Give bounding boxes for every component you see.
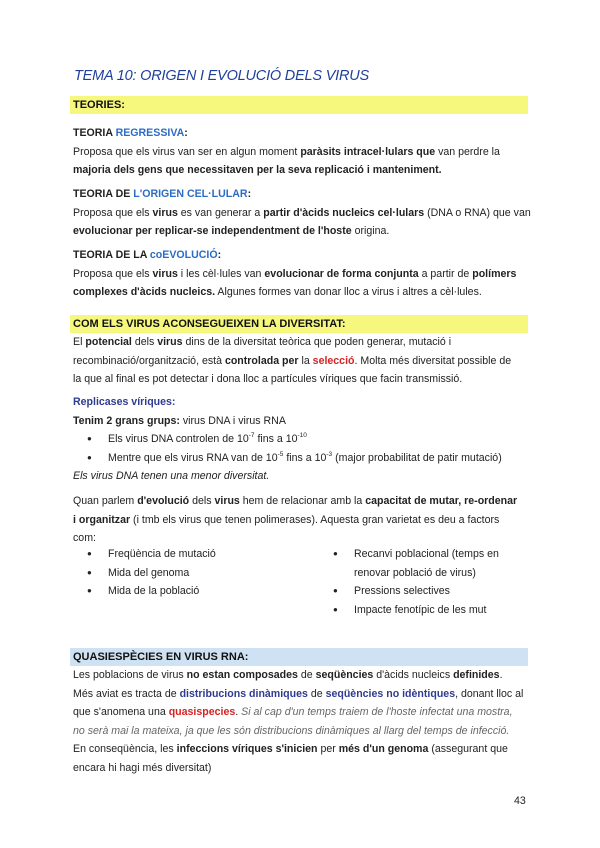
paragraph-line bbox=[73, 511, 533, 530]
text-run: complexes d'àcids nucleics. bbox=[73, 286, 216, 298]
paragraph-line bbox=[73, 740, 533, 759]
text-run: de bbox=[307, 687, 326, 700]
text-run: es van generar a bbox=[177, 206, 264, 219]
teoria-label: TEORIA REGRESSIVA: bbox=[73, 127, 188, 139]
paragraph-line bbox=[73, 412, 533, 431]
paragraph-line bbox=[73, 703, 533, 722]
text-run: Les poblacions de virus bbox=[73, 669, 187, 681]
text-run: seqüències bbox=[315, 669, 374, 681]
list-item: ● Recanvi poblacional (temps en renovar població de virus) bbox=[319, 545, 524, 582]
text-run: virus bbox=[152, 267, 178, 280]
text-run: . Molta més diversitat possible de bbox=[354, 354, 512, 367]
paragraph-line bbox=[73, 685, 533, 704]
text-run: (DNA o RNA) que van bbox=[424, 206, 531, 219]
text-run: a partir de bbox=[418, 267, 473, 280]
text-run: distribucions dinàmiques bbox=[179, 687, 308, 700]
paragraph-line bbox=[73, 370, 533, 389]
paragraph-line bbox=[73, 265, 533, 284]
text-run: evolucionar per replicar-se independentment de l'hoste bbox=[73, 225, 352, 237]
text-run: potencial bbox=[85, 336, 132, 348]
text-run: (i tmb els virus que tenen polimerases). Aquesta gran varietat es deu a factors bbox=[130, 513, 500, 526]
text-run: que necessitaven per la seva replicació i manteniment. bbox=[162, 164, 442, 176]
paragraph-line bbox=[73, 759, 533, 778]
text-run: no estan composades bbox=[186, 669, 298, 681]
paragraph-line bbox=[73, 722, 533, 741]
section-header-quasiespecies: QUASIESPÈCIES EN VIRUS RNA: bbox=[70, 648, 528, 666]
text-run: dels bbox=[131, 336, 158, 348]
text-run: hem de relacionar amb la bbox=[239, 495, 366, 507]
paragraph-line bbox=[73, 204, 533, 223]
text-run: partir d'àcids nucleics cel·lulars bbox=[263, 206, 425, 219]
text-run: Més aviat es tracta de bbox=[73, 687, 180, 700]
text-run: Algunes formes van donar lloc a virus i altres a cèl·lules. bbox=[215, 286, 482, 298]
replicases-note: Els virus DNA tenen una menor diversitat. bbox=[73, 470, 270, 482]
text-run: polímers bbox=[472, 267, 517, 280]
teoria-regressiva bbox=[73, 124, 533, 180]
teoria-label: TEORIA DE L'ORIGEN CEL·LULAR: bbox=[73, 188, 252, 200]
text-run: dins de la diversitat teòrica que poden generar, mutació i bbox=[182, 336, 452, 348]
text-run: seqüències no idèntiques bbox=[325, 687, 456, 700]
text-run: recombinació/organització, està bbox=[73, 354, 225, 367]
list-item: ● Mida de la població bbox=[73, 582, 313, 601]
list-item: ● Impacte fenotípic de les mut bbox=[319, 601, 524, 620]
text-run: no serà mai la mateixa, ja que les són distribucions dinàmiques al llarg del temps de infecció. bbox=[73, 724, 510, 737]
text-run: de bbox=[297, 669, 316, 681]
replicases-list bbox=[73, 430, 533, 467]
text-run: selecció bbox=[312, 354, 355, 367]
text-run: encara hi hagi més diversitat) bbox=[73, 761, 212, 774]
list-item: ● Els virus DNA controlen de $10^{-7}$ fins a $10^{-10}$ bbox=[73, 430, 533, 449]
teoria-label: TEORIA DE LA coEVOLUCIÓ: bbox=[73, 249, 222, 261]
teoria-coevolucio bbox=[73, 246, 533, 302]
text-run: Proposa que els virus van ser en algun moment bbox=[73, 145, 301, 158]
text-run: van perdre la bbox=[435, 145, 500, 158]
paragraph-line bbox=[73, 352, 533, 371]
paragraph-line bbox=[73, 283, 533, 302]
section-header-teories: TEORIES: bbox=[70, 96, 528, 114]
text-run: que s'anomena una bbox=[73, 706, 169, 718]
section-header-diversitat: COM ELS VIRUS ACONSEGUEIXEN LA DIVERSITAT: bbox=[70, 315, 528, 333]
paragraph-line bbox=[73, 492, 533, 511]
text-run: controlada per bbox=[224, 354, 299, 367]
list-item: ● Mida del genoma bbox=[73, 564, 313, 583]
list-item: ● Freqüència de mutació bbox=[73, 545, 313, 564]
text-run: i organitzar bbox=[73, 513, 131, 526]
text-run: virus bbox=[214, 495, 240, 507]
replicases-section bbox=[73, 393, 533, 486]
text-run: evolucionar de forma conjunta bbox=[264, 267, 419, 280]
text-run: Proposa que els bbox=[73, 206, 153, 219]
paragraph-line bbox=[73, 161, 533, 180]
list-item: ● Pressions selectives bbox=[319, 582, 524, 601]
teoria-origen-cellular bbox=[73, 185, 533, 241]
text-run: El bbox=[73, 336, 86, 348]
evolucio-paragraph bbox=[73, 492, 533, 548]
text-run: , donant lloc al bbox=[455, 687, 524, 700]
paragraph-line bbox=[73, 666, 533, 685]
paragraph-line bbox=[73, 222, 533, 241]
text-run: paràsits intracel·lulars que bbox=[300, 145, 436, 158]
text-run: la bbox=[298, 354, 313, 367]
text-run: i les cèl·lules van bbox=[177, 267, 265, 280]
page-title: TEMA 10: ORIGEN I EVOLUCIÓ DELS VIRUS bbox=[74, 68, 370, 84]
text-run: capacitat de mutar, re-ordenar bbox=[365, 495, 518, 507]
text-run: definides bbox=[453, 669, 500, 681]
text-run: més d'un genoma bbox=[338, 743, 429, 755]
text-run: virus DNA i virus RNA bbox=[179, 414, 286, 427]
text-run: dels bbox=[189, 495, 215, 507]
text-run: Tenim 2 grans grups: bbox=[73, 414, 180, 427]
text-run: virus bbox=[157, 336, 183, 348]
list-item: ● Mentre que els virus RNA van de $10^{-5}$ fins a $10^{-3}$ (major probabilitat de patir mutació) bbox=[73, 449, 533, 468]
replicases-heading: Replicases víriques: bbox=[73, 396, 176, 408]
text-run: d'evolució bbox=[137, 495, 190, 507]
factors-left-column bbox=[73, 545, 313, 601]
text-run: Si al cap d'un temps traiem de l'hoste infectat una mostra, bbox=[241, 706, 513, 718]
paragraph-line bbox=[73, 143, 533, 162]
text-run: . bbox=[235, 706, 242, 718]
factors-right-column bbox=[319, 545, 524, 619]
text-run: com: bbox=[73, 532, 96, 544]
page-number: 43 bbox=[514, 795, 526, 807]
text-run: d'àcids nucleics bbox=[373, 669, 454, 681]
text-run: infeccions víriques s'inicien bbox=[176, 743, 318, 755]
text-run: (assegurant que bbox=[428, 743, 508, 755]
quasiespecies-paragraph bbox=[73, 666, 533, 777]
text-run: majoria dels gens bbox=[73, 164, 163, 176]
text-run: la que al final es pot detectar i dona lloc a partícules víriques que facin transmissió. bbox=[73, 373, 463, 385]
text-run: Quan parlem bbox=[73, 495, 138, 507]
text-run: origina. bbox=[351, 225, 390, 237]
text-run: virus bbox=[152, 206, 178, 219]
text-run: quasispecies bbox=[168, 706, 236, 718]
diversitat-paragraph bbox=[73, 333, 533, 389]
text-run: . bbox=[499, 669, 503, 681]
paragraph-line bbox=[73, 333, 533, 352]
text-run: Proposa que els bbox=[73, 267, 153, 280]
text-run: per bbox=[317, 743, 339, 755]
text-run: En conseqüència, les bbox=[73, 743, 177, 755]
